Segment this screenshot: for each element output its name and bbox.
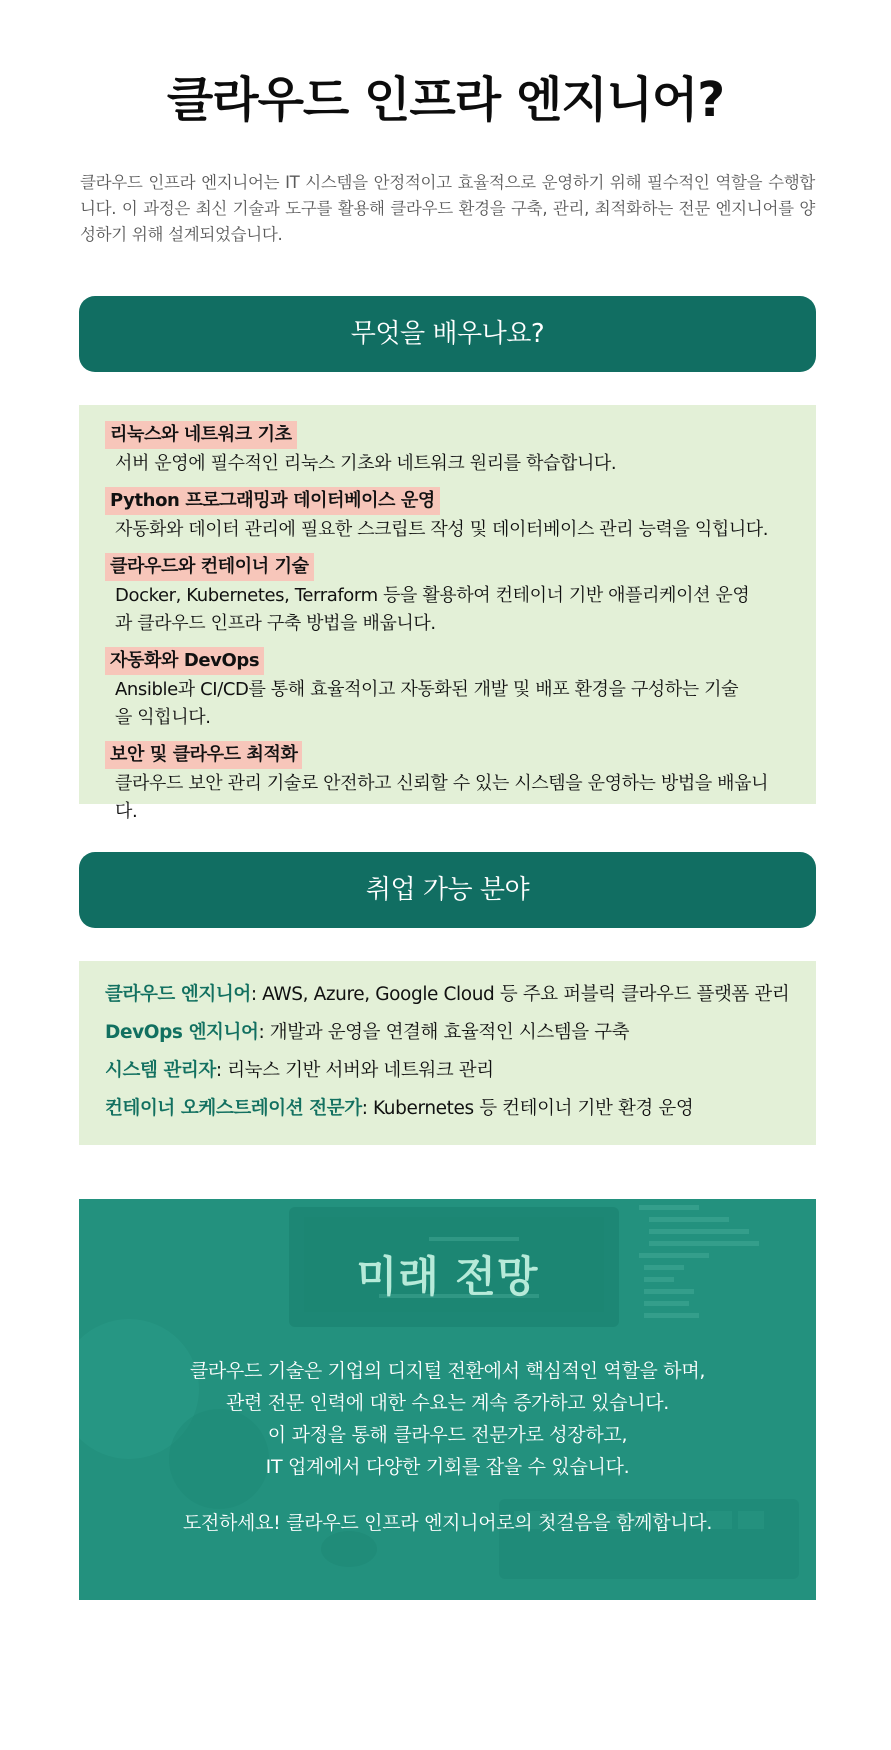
career-item — [105, 1095, 790, 1123]
career-desc: : AWS, Azure, Google Cloud 등 주요 퍼블릭 클라우드 플랫폼 관리 — [250, 984, 790, 1005]
learn-item-title: Python 프로그래밍과 데이터베이스 운영 — [105, 487, 440, 515]
learn-item-desc: 클라우드 보안 관리 기술로 안전하고 신뢰할 수 있는 시스템을 운영하는 방법을 배웁니다. — [115, 773, 769, 822]
future-title: 미래 전망 — [356, 1252, 539, 1301]
intro-paragraph: 클라우드 인프라 엔지니어는 IT 시스템을 안정적이고 효율적으로 운영하기 위해 필수적인 역할을 수행합니다. 이 과정은 최신 기술과 도구를 활용해 클라우드 환경을 구축, 관리, 최적화하는 전문 엔지니어를 양성하기 위해 설계되었습니다. — [80, 173, 815, 244]
career-role: 클라우드 엔지니어 — [105, 984, 251, 1005]
learn-item-desc: Ansible과 CI/CD를 통해 효율적이고 자동화된 개발 및 배포 환경을 구성하는 기술을 익힙니다. — [115, 679, 739, 728]
future-text — [79, 1355, 816, 1483]
learn-item-title: 클라우드와 컨테이너 기술 — [105, 553, 314, 581]
future-banner — [79, 1199, 816, 1600]
career-role: 컨테이너 오케스트레이션 전문가 — [105, 1098, 362, 1119]
career-desc: : 리눅스 기반 서버와 네트워크 관리 — [215, 1060, 494, 1081]
learn-section-header: 무엇을 배우나요? — [79, 296, 816, 372]
learn-item — [105, 487, 790, 544]
career-item — [105, 1019, 790, 1047]
learn-item-title: 보안 및 클라우드 최적화 — [105, 741, 302, 769]
career-item — [105, 981, 790, 1009]
career-card — [79, 961, 816, 1145]
career-role: 시스템 관리자 — [105, 1060, 216, 1081]
learn-item — [105, 421, 790, 478]
learn-card — [79, 405, 816, 822]
career-item — [105, 1057, 790, 1085]
learn-item-title: 리눅스와 네트워크 기초 — [105, 421, 297, 449]
learn-item-desc: 자동화와 데이터 관리에 필요한 스크립트 작성 및 데이터베이스 관리 능력을 익힙니다. — [115, 519, 769, 540]
learn-item — [105, 553, 790, 638]
learn-item-desc: Docker, Kubernetes, Terraform 등을 활용하여 컨테이너 기반 애플리케이션 운영과 클라우드 인프라 구축 방법을 배웁니다. — [115, 585, 750, 634]
future-line: 관련 전문 인력에 대한 수요는 계속 증가하고 있습니다. — [225, 1392, 670, 1414]
learn-item-desc: 서버 운영에 필수적인 리눅스 기초와 네트워크 원리를 학습합니다. — [115, 453, 617, 474]
page-title: 클라우드 인프라 엔지니어? — [166, 72, 725, 128]
learn-item — [105, 741, 790, 826]
career-section-header: 취업 가능 분야 — [79, 852, 816, 928]
future-line: IT 업계에서 다양한 기회를 잡을 수 있습니다. — [265, 1456, 630, 1478]
future-line: 클라우드 기술은 기업의 디지털 전환에서 핵심적인 역할을 하며, — [189, 1360, 706, 1382]
career-desc: : 개발과 운영을 연결해 효율적인 시스템을 구축 — [258, 1022, 630, 1043]
learn-item — [105, 647, 790, 732]
learn-item-title: 자동화와 DevOps — [105, 647, 264, 675]
future-cta: 도전하세요! 클라우드 인프라 엔지니어로의 첫걸음을 함께합니다. — [182, 1512, 713, 1534]
career-desc: : Kubernetes 등 컨테이너 기반 환경 운영 — [361, 1098, 694, 1119]
future-line: 이 과정을 통해 클라우드 전문가로 성장하고, — [267, 1424, 628, 1446]
career-role: DevOps 엔지니어 — [105, 1022, 259, 1043]
